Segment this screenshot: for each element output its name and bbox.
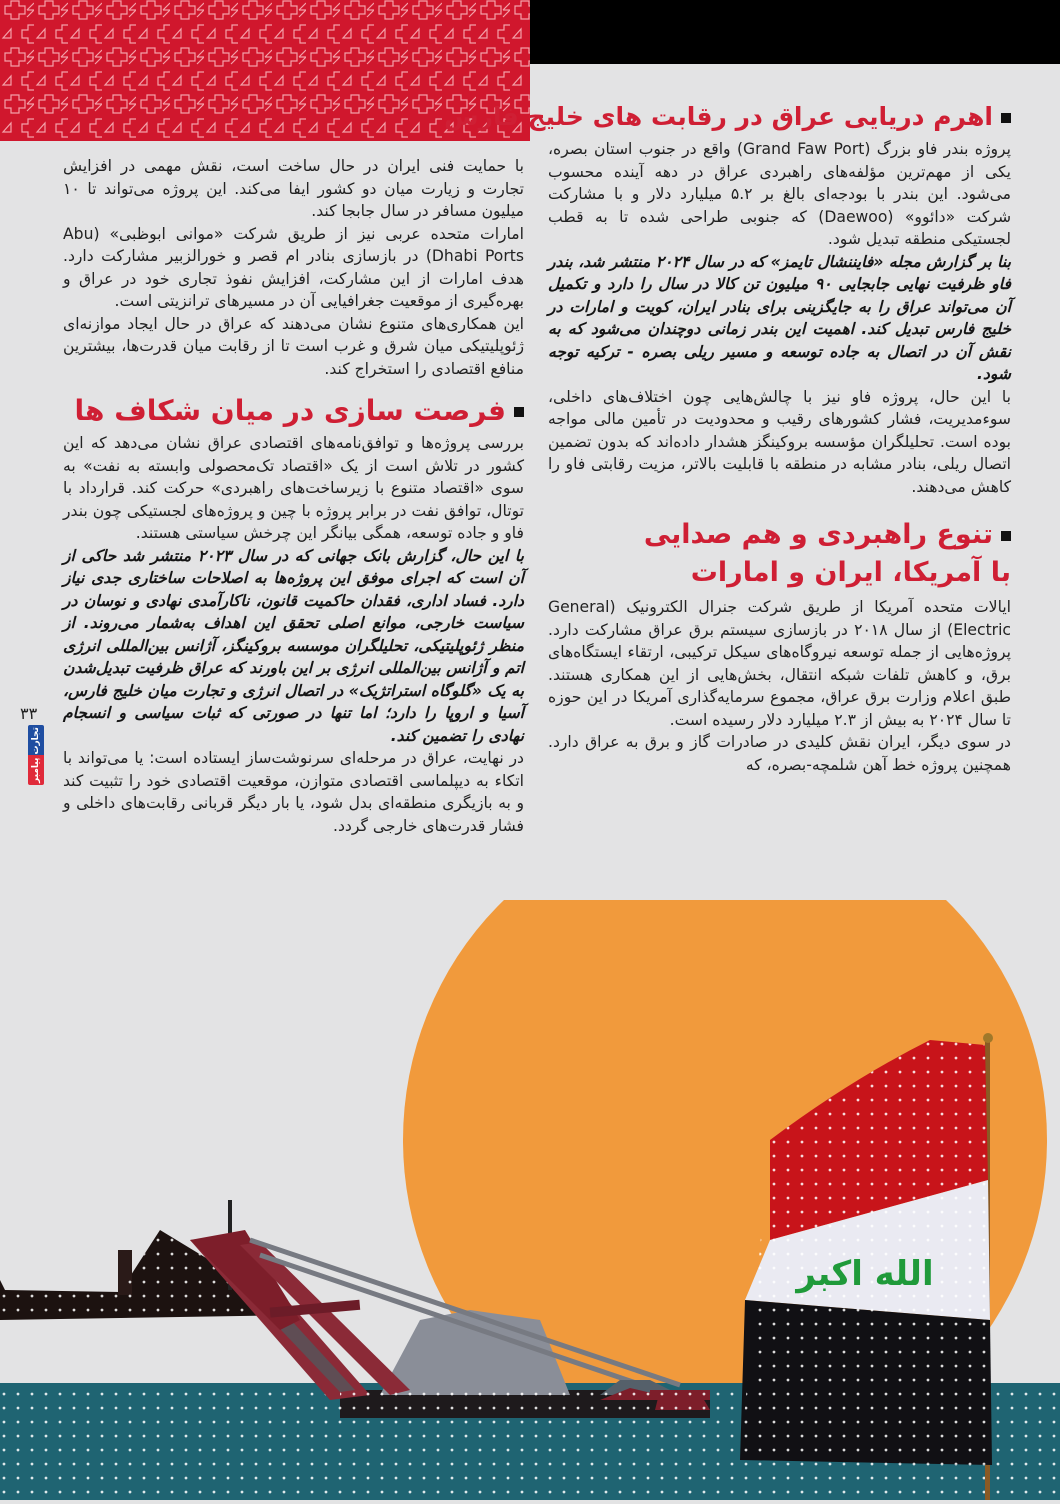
paragraph-emphasis: بنا بر گزارش مجله «فایننشال تایمز» که در سال ۲۰۲۴ منتشر شد، بندر فاو ظرفیت نهایی جابجایی ۹۰ میلیون تن کالا در سال را دارد و تکمیل آن می‌تواند عراق را به جایگزینی برای بنادر ایران، کویت و امارات در خلیج فارس تبدیل کند. اهمیت این بندر زمانی دوچندان می‌شود که به نقش آن در اتصال به جاده توسعه و مسیر ریلی بصره - ترکیه توجه شود. xyxy=(548,252,1011,383)
magazine-logo-text: تجارت پیامبر xyxy=(31,727,41,783)
paragraph-emphasis: با این حال، گزارش بانک جهانی که در سال ۲۰۲۳ منتشر شد حاکی از آن است که اجرای موفق این پروژه‌ها به اصلاحات ساختاری جدی نیاز دارد. فساد اداری، فقدان حاکمیت قانون، ناکارآمدی نهادی و نوسان در سیاست خارجی، موانع اصلی تحقق این اهداف به‌شمار می‌روند. از منظر ژئوپلیتیکی، تحلیلگران موسسه بروکینگز، آژانس بین‌المللی انرژی اتم و آژانس بین‌المللی انرژی بر این باورند که عراق ظرفیت تبدیل‌شدن به یک «گلوگاه استراتژیک» در اتصال انرژی و تجارت میان خلیج فارس، آسیا و اروپا را دارد؛ اما تنها در صورتی که ثبات سیاسی و انسجام نهادی را تضمین کند. xyxy=(63,546,524,745)
paragraph: در نهایت، عراق در مرحله‌ای سرنوشت‌ساز ایستاده است: یا می‌تواند با اتکاء به دیپلماسی اقتصادی متوازن، موقعیت اقتصادی خود را تثبیت کند و به بازیگری منطقه‌ای بدل شود، یا بار دیگر قربانی رقابت‌های داخلی و فشار قدرت‌های خارجی گردد. xyxy=(63,749,524,835)
paragraph: ایالات متحده آمریکا از طریق شرکت جنرال الکترونیک (General Electric) از سال ۲۰۱۸ در بازسازی سیستم برق عراق مشارکت دارد. پروژه‌هایی از جمله توسعه نیروگاه‌های سیکل ترکیبی، ارتقاء ایستگاه‌های برق، و کاهش تلفات شبکه انتقال، بخش‌هایی از این همکاری هستند. طبق اعلام وزارت برق عراق، مجموع سرمایه‌گذاری آمریکا در این حوزه تا سال ۲۰۲۴ به بیش از ۲.۳ میلیارد دلار رسیده است. xyxy=(548,598,1012,729)
right-column xyxy=(444,100,1012,776)
section-heading-fao-port: اهرم دریایی عراق در رقابت های خلیج فارس xyxy=(548,100,1011,134)
flag-inscription: الله اكبر xyxy=(796,1254,934,1294)
paragraph: بررسی پروژه‌ها و توافق‌نامه‌های اقتصادی عراق نشان می‌دهد که این کشور در تلاش است از یک «اقتصاد تک‌محصولی وابسته به نفت» به سوی «اقتصاد متنوع با زیرساخت‌های راهبردی» حرکت کند. قرارداد با توتال، توافق نفت در برابر پروژه با چین و پروژه‌های لجستیکی چون بندر فاو و جاده توسعه، همگی بیانگر این چرخش سیاستی هستند. xyxy=(63,434,524,542)
illustration xyxy=(0,900,1060,1500)
paragraph: امارات متحده عربی نیز از طریق شرکت «موانی ابوظبی» (Abu Dhabi Ports) در بازسازی بنادر ام قصر و خورالزبیر مشارکت دارد. هدف امارات از این مشارکت، افزایش نفوذ تجاری خود در عراق و بهره‌گیری از موقعیت جغرافیایی آن در مسیرهای ترانزیتی است. xyxy=(63,224,524,310)
paragraph: این همکاری‌های متنوع نشان می‌دهند که عراق در حال ایجاد موازنه‌ای ژئوپلیتیکی میان شرق و غرب است تا از رقابت میان قدرت‌ها، بیشترین منافع اقتصادی را استخراج کند. xyxy=(63,314,524,378)
section-heading-strategic-diversity: تنوع راهبردی و هم صدایی با آمریکا، ایران و امارات xyxy=(643,519,1011,588)
paragraph: پروژه بندر فاو بزرگ (Grand Faw Port) واقع در جنوب استان بصره، یکی از مهم‌ترین مؤلفه‌های راهبردی عراق در دهه آینده محسوب می‌شود. این بندر با بودجه‌ای بالغ بر ۵.۲ میلیارد دلار و با مشارکت شرکت «دائوو» (Daewoo) که جنوبی طراحی شده تا به قطب لجستیکی منطقه تبدیل شود. xyxy=(548,140,1012,248)
page-number: ۳۳ xyxy=(20,704,38,723)
paragraph: با حمایت فنی ایران در حال ساخت است، نقش مهمی در افزایش تجارت و زیارت میان دو کشور ایفا می‌کند. این پروژه می‌تواند تا ۱۰ میلیون مسافر در سال جابجا کند. xyxy=(63,157,524,220)
left-column xyxy=(63,155,524,837)
bullet-square-icon xyxy=(1001,113,1011,123)
illustration-svg xyxy=(0,900,1060,1500)
section-heading-opportunity: فرصت سازی در میان شکاف ها xyxy=(63,394,524,428)
paragraph: در سوی دیگر، ایران نقش کلیدی در صادرات گاز و برق به عراق دارد. همچنین پروژه خط آهن شلمچه-بصره، که xyxy=(548,733,1011,774)
magazine-logo xyxy=(28,725,44,785)
bullet-square-icon xyxy=(514,407,524,417)
bullet-square-icon xyxy=(1001,531,1011,541)
header-black-bar xyxy=(530,0,1060,64)
paragraph: با این حال، پروژه فاو نیز با چالش‌هایی چون اختلاف‌های داخلی، سوءمدیریت، فشار کشورهای رقیب و محدودیت در تأمین مالی مواجه بوده است. تحلیلگران مؤسسه بروکینگز هشدار داده‌اند که بدون تضمین اتصال ریلی، بنادر مشابه در منطقه با قابلیت بالاتر، مزیت رقابتی فاو را کاهش می‌دهند. xyxy=(548,387,1011,496)
